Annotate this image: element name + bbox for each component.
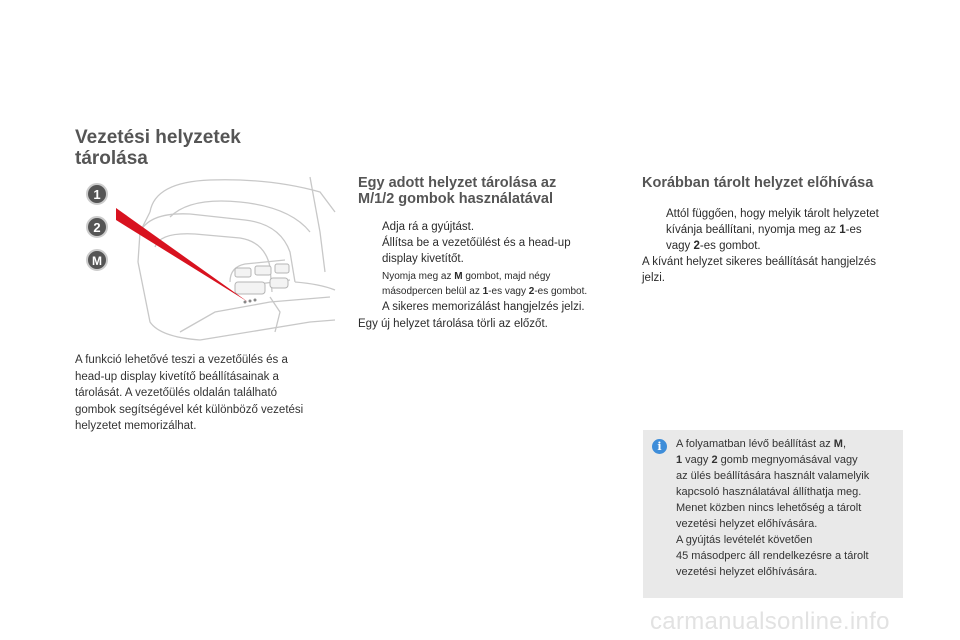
- memory-button-2-icon: [87, 217, 107, 237]
- recall-confirm: A kívánt helyzet sikeres beállítását hangjelzés jelzi.: [642, 256, 876, 284]
- intro-paragraph: A funkció lehetővé teszi a vezetőülés és a head-up display kivetítő beállításainak a tárolását. A vezetőülés oldalán található gombok segítségével két különböző vezetési helyzetet memorizálhat.: [75, 354, 304, 432]
- watermark: carmanualsonline.info: [650, 608, 890, 635]
- pointer-line: [116, 208, 248, 302]
- svg-text:1: 1: [93, 187, 101, 202]
- info-icon: i: [652, 439, 667, 454]
- store-step-2: Állítsa be a vezetőülést és a head-up display kivetítőt.: [382, 237, 571, 265]
- page-title: Vezetési helyzetek tárolása: [75, 127, 241, 169]
- svg-text:M: M: [92, 254, 102, 268]
- recall-step-1: Attól függően, hogy melyik tárolt helyzetet kívánja beállítani, nyomja meg az 1-es vagy 2-es gombot.: [666, 208, 879, 252]
- recall-steps: [642, 206, 912, 286]
- svg-text:2: 2: [93, 220, 101, 235]
- info-note-text: A folyamatban lévő beállítást az M, 1 vagy 2 gomb megnyomásával vagy az ülés beállítására használt valamelyik kapcsoló használatával állíthatja meg. Menet közben nincs lehetőség a tárolt vezetési helyzet előhívására. A gyújtás levételét követően 45 másodperc áll rendelkezésre a tárolt vezetési helyzet előhívására.: [676, 438, 870, 578]
- memory-button-m-icon: [87, 250, 107, 270]
- seat-memory-illustration: [80, 172, 340, 347]
- store-step-3: Nyomja meg az M gombot, majd négy másodpercen belül az 1-es vagy 2-es gombot. A sikeres memorizálást hangjelzés jelzi.: [382, 271, 588, 313]
- store-footer: Egy új helyzet tárolása törli az előzőt.: [358, 318, 548, 330]
- store-steps: [358, 219, 623, 332]
- store-step-1: Adja rá a gyújtást.: [382, 221, 475, 233]
- recall-heading: Korábban tárolt helyzet előhívása: [642, 175, 874, 191]
- memory-button-1-icon: [87, 184, 107, 204]
- info-note: [643, 430, 903, 598]
- store-heading: Egy adott helyzet tárolása az M/1/2 gombok használatával: [358, 175, 557, 207]
